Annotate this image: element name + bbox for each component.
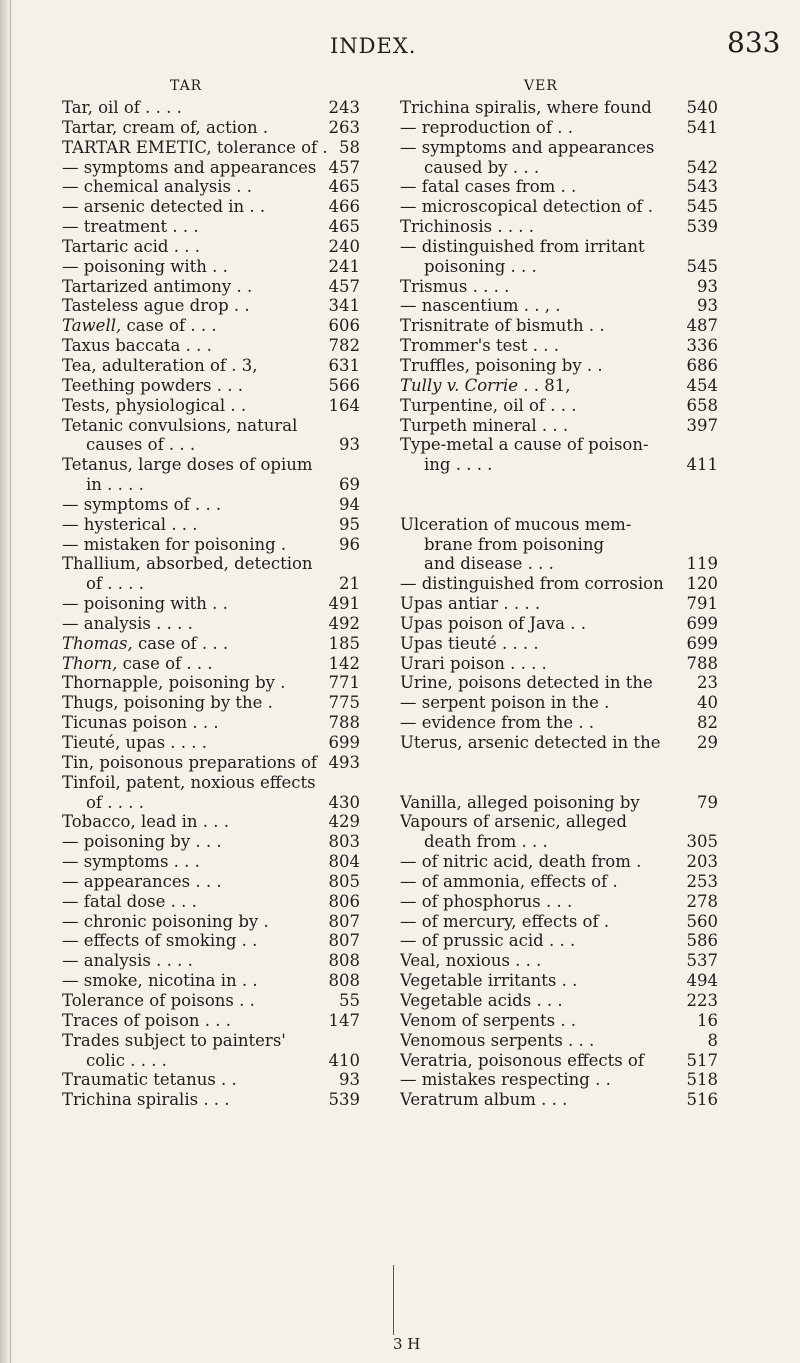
entry-text: Tartaric acid . . . bbox=[62, 236, 200, 256]
entry-text: Vapours of arsenic, alleged bbox=[400, 812, 627, 832]
entry-page-ref: 493 bbox=[328, 752, 360, 772]
index-entry bbox=[400, 197, 718, 217]
entry-page-ref: 410 bbox=[328, 1050, 360, 1070]
index-entry bbox=[62, 971, 360, 991]
index-entry bbox=[400, 376, 718, 396]
index-entry bbox=[400, 257, 718, 277]
entry-text: Turpentine, oil of . . . bbox=[400, 395, 577, 415]
entry-page-ref: 782 bbox=[328, 336, 360, 356]
index-entry bbox=[400, 435, 718, 455]
index-entry bbox=[400, 277, 718, 297]
index-entry bbox=[62, 376, 360, 396]
index-entry bbox=[62, 257, 360, 277]
index-entry bbox=[400, 535, 718, 555]
entry-page-ref: 699 bbox=[686, 633, 718, 653]
page-edge bbox=[0, 0, 14, 1363]
entry-page-ref: 457 bbox=[328, 276, 360, 296]
entry-page-ref: 807 bbox=[328, 931, 360, 951]
index-entry bbox=[400, 594, 718, 614]
index-entry bbox=[400, 336, 718, 356]
entry-page-ref: 806 bbox=[328, 891, 360, 911]
index-entry bbox=[400, 138, 718, 158]
entry-text: Trades subject to painters' bbox=[62, 1030, 286, 1050]
index-entry bbox=[400, 515, 718, 535]
index-entry bbox=[62, 753, 360, 773]
entry-page-ref: 430 bbox=[328, 792, 360, 812]
index-entry bbox=[62, 634, 360, 654]
index-entry bbox=[62, 554, 360, 574]
entry-text: Tartarized antimony . . bbox=[62, 276, 253, 296]
entry-text: Thornapple, poisoning by . bbox=[62, 673, 286, 693]
entry-page-ref: 147 bbox=[328, 1010, 360, 1030]
entry-text: — treatment . . . bbox=[62, 217, 199, 237]
entry-text: Vegetable acids . . . bbox=[400, 990, 563, 1010]
entry-page-ref: 164 bbox=[328, 395, 360, 415]
entry-page-ref: 491 bbox=[328, 594, 360, 614]
left-column-heading: TAR bbox=[170, 78, 203, 94]
entry-text: in . . . . bbox=[86, 475, 144, 495]
entry-text: — of nitric acid, death from . bbox=[400, 852, 642, 872]
entry-text: — symptoms and appearances bbox=[62, 157, 317, 177]
entry-text: Trichina spiralis . . . bbox=[62, 1090, 230, 1110]
index-entry bbox=[62, 515, 360, 535]
entry-page-ref: 40 bbox=[697, 693, 718, 713]
entry-page-ref: 686 bbox=[686, 355, 718, 375]
index-entry bbox=[400, 356, 718, 376]
entry-page-ref: 631 bbox=[328, 355, 360, 375]
index-entry bbox=[400, 812, 718, 832]
entry-text: TARTAR EMETIC, tolerance of . bbox=[62, 137, 328, 157]
entry-page-ref: 185 bbox=[328, 633, 360, 653]
index-entry bbox=[62, 475, 360, 495]
entry-text: causes of . . . bbox=[86, 435, 196, 455]
entry-text: Trichina spiralis, where found bbox=[400, 98, 652, 117]
entry-page-ref: 804 bbox=[328, 852, 360, 872]
entry-page-ref: 8 bbox=[707, 1030, 718, 1050]
index-entry bbox=[400, 237, 718, 257]
entry-page-ref: 465 bbox=[328, 217, 360, 237]
index-entry bbox=[62, 852, 360, 872]
entry-text: — distinguished from irritant bbox=[400, 236, 645, 256]
entry-text: Tasteless ague drop . . bbox=[62, 296, 250, 316]
entry-page-ref: 336 bbox=[686, 336, 718, 356]
entry-text: Type-metal a cause of poison- bbox=[400, 435, 649, 455]
index-entry bbox=[62, 1090, 360, 1110]
entry-text: — analysis . . . . bbox=[62, 951, 193, 971]
index-entry bbox=[62, 951, 360, 971]
index-entry bbox=[62, 416, 360, 436]
entry-page-ref: 539 bbox=[686, 217, 718, 237]
index-entry bbox=[62, 1031, 360, 1051]
index-entry bbox=[400, 455, 718, 475]
entry-page-ref: 788 bbox=[686, 653, 718, 673]
entry-page-ref: 540 bbox=[686, 98, 718, 117]
index-entry bbox=[62, 535, 360, 555]
entry-page-ref: 457 bbox=[328, 157, 360, 177]
entry-page-ref: 566 bbox=[328, 375, 360, 395]
index-entry bbox=[400, 693, 718, 713]
entry-text: Vanilla, alleged poisoning by bbox=[400, 792, 640, 812]
entry-text: Upas antiar . . . . bbox=[400, 594, 541, 614]
entry-text: — effects of smoking . . bbox=[62, 931, 258, 951]
index-entry bbox=[62, 158, 360, 178]
index-entry bbox=[62, 316, 360, 336]
index-entry bbox=[62, 991, 360, 1011]
entry-text: — arsenic detected in . . bbox=[62, 197, 266, 217]
entry-text: Truffles, poisoning by . . bbox=[400, 355, 603, 375]
entry-text: — of mercury, effects of . bbox=[400, 911, 610, 931]
index-entry bbox=[62, 435, 360, 455]
index-entry bbox=[400, 991, 718, 1011]
entry-text: Taxus baccata . . . bbox=[62, 336, 212, 356]
entry-text: Tawell, case of . . . bbox=[62, 316, 217, 336]
entry-text: Tolerance of poisons . . bbox=[62, 990, 255, 1010]
index-entry bbox=[62, 336, 360, 356]
index-entry bbox=[62, 197, 360, 217]
entry-page-ref: 93 bbox=[339, 1070, 360, 1090]
entry-text: Venomous serpents . . . bbox=[400, 1030, 595, 1050]
entry-page-ref: 96 bbox=[339, 534, 360, 554]
left-index-column bbox=[62, 98, 360, 1110]
index-entry bbox=[62, 892, 360, 912]
index-entry bbox=[62, 912, 360, 932]
entry-page-ref: 808 bbox=[328, 951, 360, 971]
entry-page-ref: 55 bbox=[339, 990, 360, 1010]
right-column-heading: VER bbox=[524, 78, 558, 94]
entry-text: Tin, poisonous preparations of bbox=[62, 752, 318, 772]
entry-text: Venom of serpents . . bbox=[400, 1010, 577, 1030]
entry-text: Tests, physiological . . bbox=[62, 395, 247, 415]
entry-page-ref: 253 bbox=[686, 871, 718, 891]
entry-page-ref: 492 bbox=[328, 613, 360, 633]
entry-text: — distinguished from corrosion bbox=[400, 574, 664, 594]
entry-text: Trismus . . . . bbox=[400, 276, 510, 296]
index-entry bbox=[62, 733, 360, 753]
index-entry bbox=[400, 416, 718, 436]
entry-text: — analysis . . . . bbox=[62, 613, 193, 633]
entry-text: — of prussic acid . . . bbox=[400, 931, 576, 951]
index-entry bbox=[62, 693, 360, 713]
entry-text: Tar, oil of . . . . bbox=[62, 98, 182, 117]
entry-page-ref: 545 bbox=[686, 197, 718, 217]
index-entry bbox=[62, 872, 360, 892]
index-entry bbox=[62, 118, 360, 138]
entry-text: Traces of poison . . . bbox=[62, 1010, 232, 1030]
entry-text: of . . . . bbox=[86, 574, 144, 594]
entry-text: Urine, poisons detected in the bbox=[400, 673, 653, 693]
entry-text: Uterus, arsenic detected in the bbox=[400, 733, 661, 752]
entry-text: — appearances . . . bbox=[62, 871, 222, 891]
index-entry bbox=[62, 832, 360, 852]
entry-text: — hysterical . . . bbox=[62, 514, 198, 534]
index-entry bbox=[62, 713, 360, 733]
entry-text: — nascentium . . , . bbox=[400, 296, 561, 316]
index-entry bbox=[62, 614, 360, 634]
entry-page-ref: 466 bbox=[328, 197, 360, 217]
entry-page-ref: 94 bbox=[339, 494, 360, 514]
index-entry bbox=[400, 951, 718, 971]
signature-mark: 3 H bbox=[393, 1335, 421, 1353]
index-entry bbox=[62, 495, 360, 515]
entry-text: poisoning . . . bbox=[424, 256, 537, 276]
entry-page-ref: 278 bbox=[686, 891, 718, 911]
index-entry bbox=[62, 296, 360, 316]
entry-page-ref: 243 bbox=[328, 98, 360, 117]
entry-page-ref: 537 bbox=[686, 951, 718, 971]
entry-text: — fatal dose . . . bbox=[62, 891, 197, 911]
index-entry bbox=[400, 574, 718, 594]
index-entry bbox=[400, 1070, 718, 1090]
entry-page-ref: 69 bbox=[339, 475, 360, 495]
entry-text: — mistakes respecting . . bbox=[400, 1070, 611, 1090]
index-entry bbox=[400, 892, 718, 912]
entry-page-ref: 805 bbox=[328, 871, 360, 891]
entry-text: — microscopical detection of . bbox=[400, 197, 654, 217]
entry-text: and disease . . . bbox=[424, 554, 554, 574]
index-entry bbox=[62, 793, 360, 813]
entry-page-ref: 487 bbox=[686, 316, 718, 336]
entry-text: — chronic poisoning by . bbox=[62, 911, 269, 931]
entry-page-ref: 803 bbox=[328, 832, 360, 852]
entry-text: Trisnitrate of bismuth . . bbox=[400, 316, 605, 336]
section-gap bbox=[400, 753, 718, 793]
entry-text: Thugs, poisoning by the . bbox=[62, 693, 273, 713]
entry-text: Teething powders . . . bbox=[62, 375, 243, 395]
entry-page-ref: 517 bbox=[686, 1050, 718, 1070]
entry-page-ref: 16 bbox=[697, 1010, 718, 1030]
entry-text: Tea, adulteration of . 3, bbox=[62, 355, 258, 375]
entry-page-ref: 120 bbox=[686, 574, 718, 594]
entry-page-ref: 21 bbox=[339, 574, 360, 594]
index-entry bbox=[400, 177, 718, 197]
entry-page-ref: 542 bbox=[686, 157, 718, 177]
entry-page-ref: 586 bbox=[686, 931, 718, 951]
index-entry bbox=[400, 654, 718, 674]
index-entry bbox=[62, 356, 360, 376]
entry-text: Veratria, poisonous effects of bbox=[400, 1050, 644, 1070]
entry-page-ref: 93 bbox=[697, 296, 718, 316]
index-entry bbox=[62, 277, 360, 297]
entry-text: of . . . . bbox=[86, 792, 144, 812]
entry-page-ref: 29 bbox=[697, 733, 718, 752]
index-entry bbox=[400, 158, 718, 178]
entry-page-ref: 223 bbox=[686, 990, 718, 1010]
entry-text: Urari poison . . . . bbox=[400, 653, 547, 673]
entry-page-ref: 543 bbox=[686, 177, 718, 197]
entry-page-ref: 560 bbox=[686, 911, 718, 931]
entry-page-ref: 454 bbox=[686, 375, 718, 395]
entry-text: death from . . . bbox=[424, 832, 548, 852]
entry-text: Ulceration of mucous mem- bbox=[400, 514, 632, 534]
binding-line bbox=[10, 0, 11, 1363]
index-entry bbox=[400, 296, 718, 316]
index-entry bbox=[400, 316, 718, 336]
column-divider bbox=[393, 1265, 394, 1335]
entry-page-ref: 539 bbox=[328, 1090, 360, 1110]
index-entry bbox=[400, 931, 718, 951]
index-entry bbox=[62, 594, 360, 614]
index-entry bbox=[62, 138, 360, 158]
index-entry bbox=[400, 673, 718, 693]
index-entry bbox=[62, 98, 360, 118]
index-entry bbox=[400, 852, 718, 872]
entry-text: Turpeth mineral . . . bbox=[400, 415, 569, 435]
index-entry bbox=[62, 812, 360, 832]
entry-text: — smoke, nicotina in . . bbox=[62, 971, 258, 991]
entry-text: — chemical analysis . . bbox=[62, 177, 252, 197]
entry-text: Thallium, absorbed, detection bbox=[62, 554, 313, 574]
entry-text: Thomas, case of . . . bbox=[62, 633, 229, 653]
entry-page-ref: 699 bbox=[328, 733, 360, 752]
entry-page-ref: 429 bbox=[328, 812, 360, 832]
index-entry bbox=[62, 1011, 360, 1031]
entry-page-ref: 79 bbox=[697, 792, 718, 812]
entry-page-ref: 788 bbox=[328, 713, 360, 733]
entry-text: Tinfoil, patent, noxious effects bbox=[62, 772, 316, 792]
index-entry bbox=[400, 634, 718, 654]
index-entry bbox=[400, 118, 718, 138]
entry-page-ref: 93 bbox=[697, 276, 718, 296]
index-entry bbox=[400, 872, 718, 892]
entry-text: Upas tieuté . . . . bbox=[400, 633, 539, 653]
page-number: 833 bbox=[727, 26, 781, 59]
entry-text: — symptoms and appearances bbox=[400, 137, 655, 157]
index-entry bbox=[62, 1070, 360, 1090]
entry-page-ref: 771 bbox=[328, 673, 360, 693]
entry-text: Tartar, cream of, action . bbox=[62, 117, 269, 137]
entry-text: Veratrum album . . . bbox=[400, 1090, 568, 1110]
entry-page-ref: 545 bbox=[686, 256, 718, 276]
entry-page-ref: 465 bbox=[328, 177, 360, 197]
entry-page-ref: 397 bbox=[686, 415, 718, 435]
entry-page-ref: 541 bbox=[686, 117, 718, 137]
section-gap bbox=[400, 475, 718, 515]
entry-text: — poisoning with . . bbox=[62, 594, 228, 614]
entry-text: ing . . . . bbox=[424, 455, 493, 475]
index-entry bbox=[62, 455, 360, 475]
index-entry bbox=[400, 614, 718, 634]
index-entry bbox=[400, 554, 718, 574]
entry-page-ref: 23 bbox=[697, 673, 718, 693]
entry-page-ref: 305 bbox=[686, 832, 718, 852]
index-entry bbox=[62, 654, 360, 674]
index-entry bbox=[400, 1090, 718, 1110]
entry-text: — mistaken for poisoning . bbox=[62, 534, 287, 554]
entry-text: Tetanic convulsions, natural bbox=[62, 415, 298, 435]
index-entry bbox=[400, 98, 718, 118]
index-entry bbox=[400, 713, 718, 733]
entry-page-ref: 95 bbox=[339, 514, 360, 534]
entry-text: Ticunas poison . . . bbox=[62, 713, 219, 733]
entry-text: Trichinosis . . . . bbox=[400, 217, 535, 237]
entry-text: — of ammonia, effects of . bbox=[400, 871, 618, 891]
index-entry bbox=[400, 1031, 718, 1051]
entry-page-ref: 58 bbox=[339, 137, 360, 157]
running-head: INDEX. bbox=[330, 34, 417, 58]
entry-text: — poisoning with . . bbox=[62, 256, 228, 276]
index-entry bbox=[400, 971, 718, 991]
entry-text: — symptoms . . . bbox=[62, 852, 200, 872]
entry-text: Traumatic tetanus . . bbox=[62, 1070, 237, 1090]
entry-text: Tully v. Corrie . . 81, bbox=[400, 375, 571, 395]
entry-page-ref: 808 bbox=[328, 971, 360, 991]
entry-text: colic . . . . bbox=[86, 1050, 167, 1070]
right-index-column bbox=[400, 98, 718, 1110]
entry-page-ref: 203 bbox=[686, 852, 718, 872]
entry-page-ref: 606 bbox=[328, 316, 360, 336]
index-entry bbox=[62, 773, 360, 793]
index-entry bbox=[400, 217, 718, 237]
index-entry bbox=[400, 912, 718, 932]
index-entry bbox=[62, 574, 360, 594]
entry-page-ref: 658 bbox=[686, 395, 718, 415]
entry-text: — symptoms of . . . bbox=[62, 494, 222, 514]
entry-page-ref: 82 bbox=[697, 713, 718, 733]
index-entry bbox=[62, 237, 360, 257]
entry-page-ref: 494 bbox=[686, 971, 718, 991]
entry-page-ref: 240 bbox=[328, 236, 360, 256]
entry-text: caused by . . . bbox=[424, 157, 540, 177]
entry-text: — of phosphorus . . . bbox=[400, 891, 573, 911]
index-entry bbox=[62, 217, 360, 237]
index-entry bbox=[62, 931, 360, 951]
index-entry bbox=[62, 673, 360, 693]
entry-text: — fatal cases from . . bbox=[400, 177, 577, 197]
index-entry bbox=[62, 396, 360, 416]
index-entry bbox=[400, 1011, 718, 1031]
index-entry bbox=[62, 177, 360, 197]
entry-text: Tieuté, upas . . . . bbox=[62, 733, 208, 752]
entry-page-ref: 93 bbox=[339, 435, 360, 455]
entry-page-ref: 699 bbox=[686, 613, 718, 633]
entry-text: brane from poisoning bbox=[424, 534, 605, 554]
entry-text: Thorn, case of . . . bbox=[62, 653, 213, 673]
index-entry bbox=[400, 793, 718, 813]
entry-text: Upas poison of Java . . bbox=[400, 613, 586, 633]
entry-text: Vegetable irritants . . bbox=[400, 971, 578, 991]
entry-text: — poisoning by . . . bbox=[62, 832, 222, 852]
entry-page-ref: 263 bbox=[328, 117, 360, 137]
entry-text: — reproduction of . . bbox=[400, 117, 573, 137]
entry-page-ref: 119 bbox=[686, 554, 718, 574]
entry-page-ref: 807 bbox=[328, 911, 360, 931]
index-entry bbox=[400, 396, 718, 416]
entry-page-ref: 142 bbox=[328, 653, 360, 673]
entry-text: Veal, noxious . . . bbox=[400, 951, 542, 971]
entry-page-ref: 411 bbox=[686, 455, 718, 475]
entry-page-ref: 791 bbox=[686, 594, 718, 614]
entry-text: — serpent poison in the . bbox=[400, 693, 610, 713]
entry-text: — evidence from the . . bbox=[400, 713, 595, 733]
entry-page-ref: 241 bbox=[328, 256, 360, 276]
entry-page-ref: 341 bbox=[328, 296, 360, 316]
index-entry bbox=[400, 832, 718, 852]
entry-text: Tetanus, large doses of opium bbox=[62, 455, 313, 475]
index-entry bbox=[400, 733, 718, 753]
entry-text: Tobacco, lead in . . . bbox=[62, 812, 230, 832]
index-entry bbox=[62, 1051, 360, 1071]
entry-page-ref: 518 bbox=[686, 1070, 718, 1090]
entry-text: Trommer's test . . . bbox=[400, 336, 559, 356]
entry-page-ref: 775 bbox=[328, 693, 360, 713]
index-entry bbox=[400, 1051, 718, 1071]
entry-page-ref: 516 bbox=[686, 1090, 718, 1110]
